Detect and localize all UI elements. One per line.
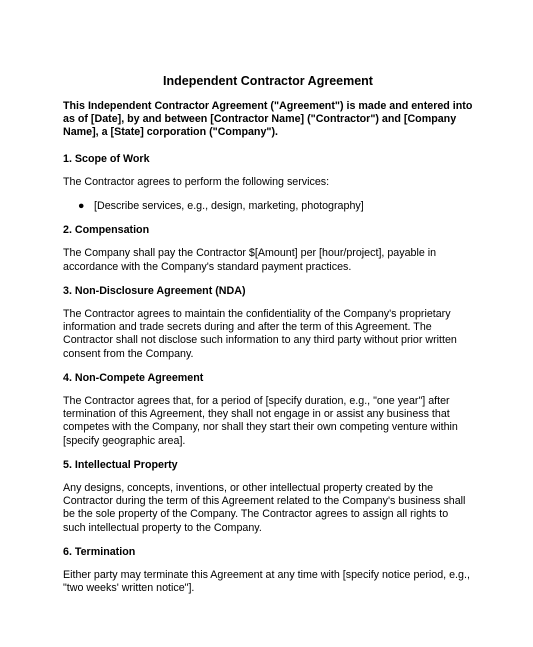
section-intellectual-property [63,459,473,535]
section-heading: 2. Compensation [63,224,150,237]
services-list [63,200,473,213]
section-heading: 6. Termination [63,545,136,558]
bullet-icon: ● [78,200,85,213]
section-termination [63,546,473,596]
section-body: The Company shall pay the Contractor $[Amount] per [hour/project], payable in accordance with the Company's standard payment practices. [63,247,437,273]
list-item-text: [Describe services, e.g., design, marketing, photography] [94,200,364,213]
intro-paragraph: This Independent Contractor Agreement ("Agreement") is made and entered into as of [Date], by and between [Contractor Name] ("Contractor") and [Company Name], a [State] corporation ("Company"). [63,100,473,139]
section-body: The Contractor agrees to maintain the confidentiality of the Company's proprietary information and trade secrets during and after the term of this Agreement. The Contractor shall not disclose such information to any third party without prior written consent from the Company. [63,308,457,360]
section-heading: 4. Non-Compete Agreement [63,371,204,384]
section-scope-of-work [63,153,473,214]
section-body: The Contractor agrees that, for a period of [specify duration, e.g., "one year"] after termination of this Agreement, they shall not engage in or assist any business that competes with the Company, nor shall they start their own competing venture within [specify geographic area]. [63,395,458,447]
list-item [63,200,473,213]
section-heading: 5. Intellectual Property [63,458,178,471]
section-non-compete [63,372,473,448]
section-heading: 1. Scope of Work [63,152,150,165]
section-body: Any designs, concepts, inventions, or other intellectual property created by the Contractor during the term of this Agreement related to the Company's business shall be the sole property of the Company. The Contractor agrees to assign all rights to such intellectual property to the Company. [63,482,466,534]
section-body: The Contractor agrees to perform the following services: [63,175,330,188]
document-title: Independent Contractor Agreement [163,74,373,88]
section-heading: 3. Non-Disclosure Agreement (NDA) [63,284,246,297]
section-body: Either party may terminate this Agreement at any time with [specify notice period, e.g., "two weeks' written notice"]. [63,569,470,595]
section-nda [63,285,473,361]
section-compensation [63,224,473,274]
